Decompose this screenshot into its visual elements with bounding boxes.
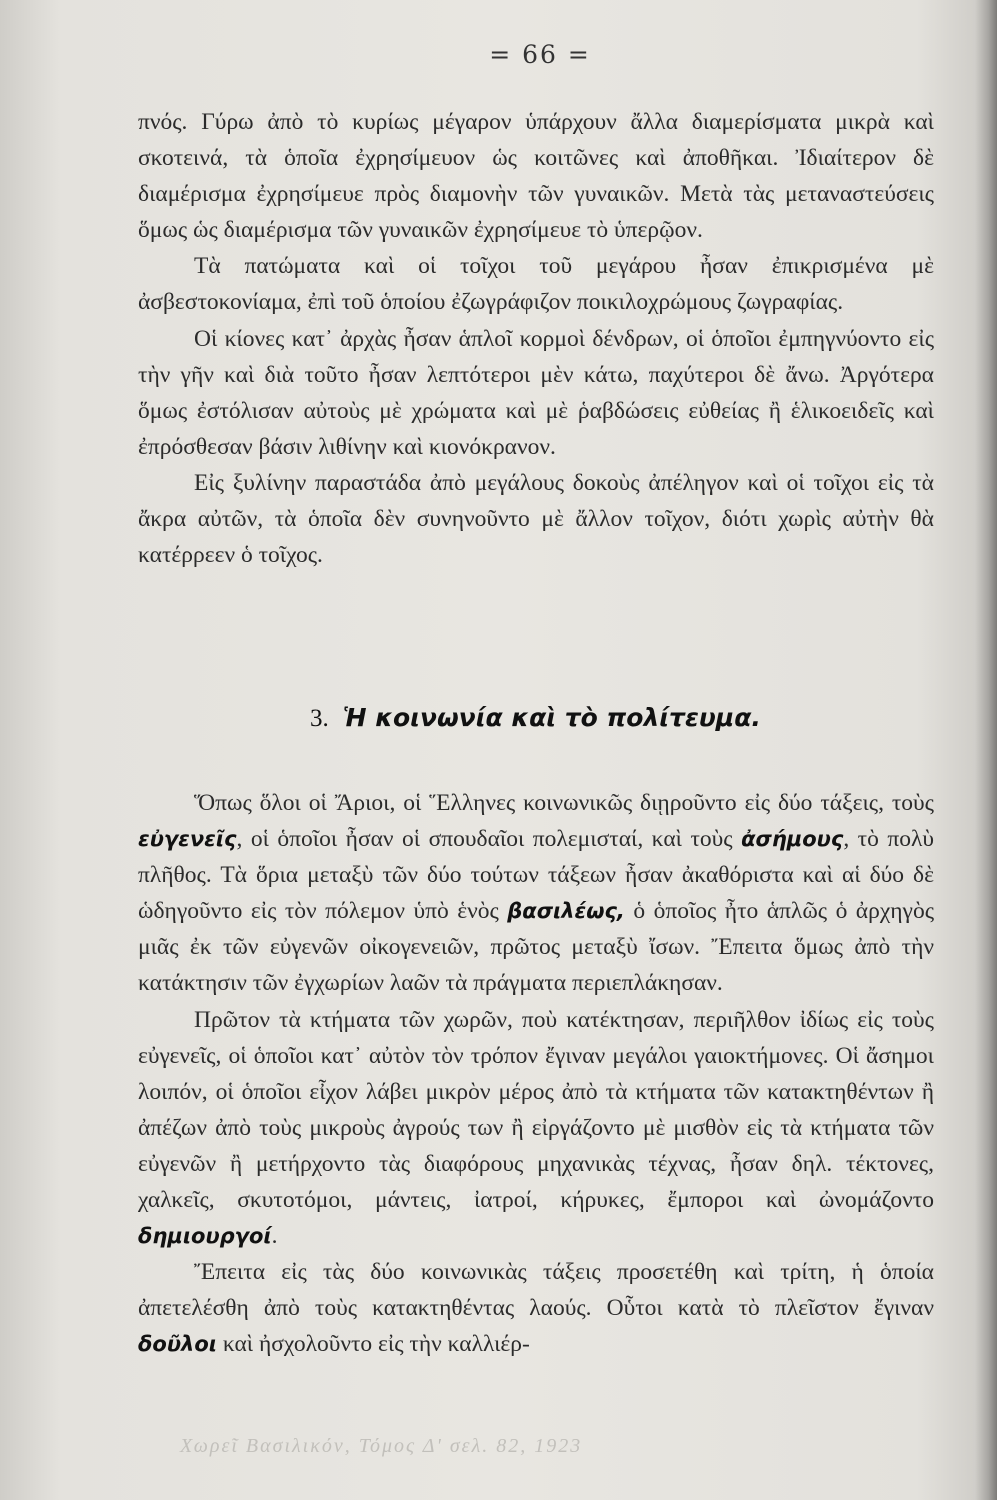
page-edge-shadow [975, 0, 997, 1500]
term-eugeneis: εὐγενεῖς [138, 827, 237, 852]
paragraph-6-text-b: . [271, 1223, 278, 1250]
text-block-bottom [138, 785, 934, 1363]
text-block-top [138, 104, 934, 573]
paragraph-5-text-b: , οἱ ὁποῖοι ἦσαν οἱ σπουδαῖοι πολεμισταί, καὶ τοὺς [236, 826, 742, 853]
section-heading [310, 703, 761, 733]
paragraph-3: Οἱ κίονες κατ᾽ ἀρχὰς ἦσαν ἁπλοῖ κορμοὶ δένδρων, οἱ ὁποῖοι ἐμπηγνύοντο εἰς τὴν γῆν καὶ διὰ τοῦτο ἦσαν λεπτότεροι μὲν κάτω, παχύτεροι δὲ ἄνω. Ἀργότερα ὅμως ἐστόλισαν αὐτοὺς μὲ χρώματα καὶ μὲ ῥαβδώσεις εὐθείας ἢ ἑλικοειδεῖς καὶ ἐπρόσθεσαν βάσιν λιθίνην καὶ κιονόκρανον. [138, 325, 934, 460]
section-title: Ἡ κοινωνία καὶ τὸ πολίτευμα. [342, 703, 761, 732]
paragraph-1: πνός. Γύρω ἀπὸ τὸ κυρίως μέγαρον ὑπάρχουν ἄλλα διαμερίσματα μικρὰ καὶ σκοτεινά, τὰ ὁποῖα ἐχρησίμευον ὡς κοιτῶνες καὶ ἀποθῆκαι. Ἰδιαίτερον δὲ διαμέρισμα ἐχρησίμευε πρὸς διαμονὴν τῶν γυναικῶν. Μετὰ τὰς μεταναστεύσεις ὅμως ὡς διαμέρισμα τῶν γυναικῶν ἐχρησίμευε τὸ ὑπερῷον. [138, 109, 934, 244]
paragraph-5-text-a: Ὅπως ὅλοι οἱ Ἄριοι, οἱ Ἕλληνες κοινωνικῶς διῃροῦντο εἰς δύο τάξεις, τοὺς [194, 790, 934, 816]
paragraph-2: Τὰ πατώματα καὶ οἱ τοῖχοι τοῦ μεγάρου ἦσαν ἐπικρισμένα μὲ ἀσβεστοκονίαμα, ἐπὶ τοῦ ὁποίου ἐζωγράφιζον ποικιλοχρώμους ζωγραφίας. [138, 253, 934, 316]
paragraph-5-text-d: ὁ ὁποῖος ἦτο ἁπλῶς ὁ ἀρχηγὸς μιᾶς ἐκ τῶν εὐγενῶν οἰκογενειῶν, πρῶτος μεταξὺ ἴσων. Ἔπειτα ὅμως ἀπὸ τὴν κατάκτησιν τῶν ἐγχωρίων λαῶν τὰ πράγματα περιεπλάκησαν. [138, 898, 934, 997]
term-vasileos: βασιλέως, [507, 899, 625, 924]
term-dimiourgoi: δημιουργοί [138, 1224, 272, 1249]
paragraph-7-text-b: καὶ ἠσχολοῦντο εἰς τὴν καλλιέρ- [216, 1331, 530, 1358]
section-number: 3. [310, 705, 329, 732]
page-number: = 66 = [489, 40, 591, 69]
paragraph-5 [138, 785, 934, 1002]
term-asimous: ἀσήμους [741, 827, 844, 852]
paragraph-6-text-a: Πρῶτον τὰ κτήματα τῶν χωρῶν, ποὺ κατέκτησαν, περιῆλθον ἰδίως εἰς τοὺς εὐγενεῖς, οἱ ὁποῖοι κατ᾽ αὐτὸν τὸν τρόπον ἔγιναν μεγάλοι γαιοκτήμονες. Οἱ ἄσημοι λοιπόν, οἱ ὁποῖοι εἶχον λάβει μικρὸν μέρος ἀπὸ τὰ κτήματα τῶν κατακτηθέντων ἢ ἀπέζων ἀπὸ τοὺς μικροὺς ἀγρούς των ἢ εἰργάζοντο μὲ μισθὸν εἰς τὰ κτήματα τῶν εὐγενῶν ἢ μετήρχοντο τὰς διαφόρους μηχανικὰς τέχνας, ἦσαν δηλ. τέκτονες, χαλκεῖς, σκυτοτόμοι, μάντεις, ἰατροί, κήρυκες, ἔμποροι καὶ ὠνομάζοντο [138, 1006, 934, 1214]
paragraph-4: Εἰς ξυλίνην παραστάδα ἀπὸ μεγάλους δοκοὺς ἀπέληγον καὶ οἱ τοῖχοι εἰς τὰ ἄκρα αὐτῶν, τὰ ὁποῖα δὲν συνηνοῦντο μὲ ἄλλον τοῖχον, διότι χωρὶς αὐτὴν θὰ κατέρρεεν ὁ τοῖχος. [138, 469, 934, 569]
footer-bleed-text: Χωρεῖ Βασιλικόν, Τόμος Δ' σελ. 82, 1923 [180, 1435, 583, 1457]
paragraph-6 [138, 1002, 934, 1255]
paragraph-5-text-c: , τὸ πολὺ πλῆθος. Τὰ ὅρια μεταξὺ τῶν δύο τούτων τάξεων ἦσαν ἀκαθόριστα καὶ αἱ δύο δὲ ὡδηγοῦντο εἰς τὸν πόλεμον ὑπὸ ἑνὸς [138, 826, 934, 925]
term-douloi: δοῦλοι [138, 1332, 217, 1357]
paragraph-7-text-a: Ἔπειτα εἰς τὰς δύο κοινωνικὰς τάξεις προσετέθη καὶ τρίτη, ἡ ὁποία ἀπετελέσθη ἀπὸ τοὺς κατακτηθέντας λαούς. Οὗτοι κατὰ τὸ πλεῖστον ἔγιναν [138, 1259, 934, 1322]
paragraph-7 [138, 1254, 934, 1362]
